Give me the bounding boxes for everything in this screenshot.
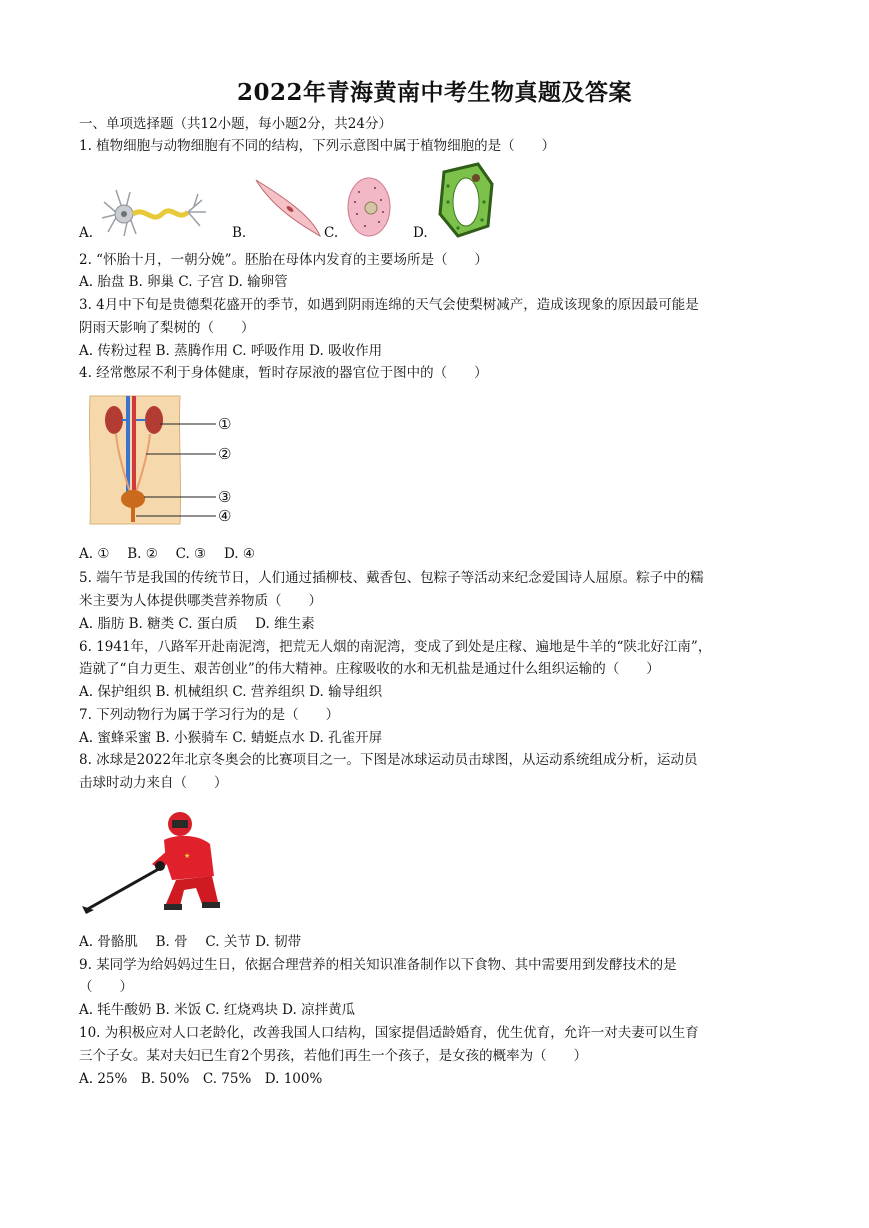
organ-label-1: ① bbox=[218, 415, 232, 433]
q7-stem: 7. 下列动物行为属于学习行为的是（ ） bbox=[79, 707, 340, 723]
q10-options: A. 25% B. 50% C. 75% D. 100% bbox=[79, 1071, 323, 1087]
animal-cell-figure bbox=[345, 176, 393, 238]
q8-stem-line-1: 8. 冰球是2022年北京冬奥会的比赛项目之一。下图是冰球运动员击球图，从运动系统组成分析，运动员 bbox=[79, 752, 698, 768]
q6-stem-line-1: 6. 1941年，八路军开赴南泥湾，把荒无人烟的南泥湾，变成了到处是庄稼、遍地是牛羊的“陕北好江南”， bbox=[79, 639, 712, 655]
q1-option-d-label: D. bbox=[413, 225, 428, 241]
q2-stem: 2. “怀胎十月，一朝分娩”。胚胎在母体内发育的主要场所是（ ） bbox=[79, 252, 488, 268]
section-heading: 一、单项选择题（共12小题，每小题2分，共24分） bbox=[79, 116, 392, 132]
q9-stem-line-1: 9. 某同学为给妈妈过生日，依据合理营养的相关知识准备制作以下食物、其中需要用到发酵技术的是 bbox=[79, 957, 677, 973]
q5-stem-line-1: 5. 端午节是我国的传统节日，人们通过插柳枝、戴香包、包粽子等活动来纪念爱国诗人屈原。粽子中的糯 bbox=[79, 570, 704, 586]
urinary-system-figure bbox=[88, 394, 248, 526]
plant-cell-figure bbox=[436, 162, 496, 238]
q1-option-b-label: B. bbox=[232, 225, 247, 241]
q9-stem-line-2: （ ） bbox=[79, 979, 133, 995]
q3-stem-line-2: 阴雨天影响了梨树的（ ） bbox=[79, 320, 255, 336]
organ-label-2: ② bbox=[218, 445, 232, 463]
neuron-cell-figure bbox=[100, 184, 210, 242]
q8-options: A. 骨骼肌 B. 骨 C. 关节 D. 韧带 bbox=[79, 934, 302, 950]
page-title: 2022年青海黄南中考生物真题及答案 bbox=[236, 79, 632, 106]
q3-stem-line-1: 3. 4月中下旬是贵德梨花盛开的季节，如遇到阴雨连绵的天气会使梨树减产，造成该现象的原因最可能是 bbox=[79, 297, 699, 313]
q3-options: A. 传粉过程 B. 蒸腾作用 C. 呼吸作用 D. 吸收作用 bbox=[79, 343, 383, 359]
q8-stem-line-2: 击球时动力来自（ ） bbox=[79, 775, 228, 791]
q1-option-c-label: C. bbox=[324, 225, 339, 241]
q6-stem-line-2: 造就了“自力更生、艰苦创业”的伟大精神。庄稼吸收的水和无机盐是通过什么组织运输的（ ） bbox=[79, 661, 660, 677]
muscle-cell-figure bbox=[252, 176, 324, 240]
q10-stem-line-2: 三个子女。某对夫妇已生育2个男孩，若他们再生一个孩子，是女孩的概率为（ ） bbox=[79, 1048, 588, 1064]
q4-options: A. ① B. ② C. ③ D. ④ bbox=[79, 546, 255, 562]
q5-stem-line-2: 米主要为人体提供哪类营养物质（ ） bbox=[79, 593, 322, 609]
q9-options: A. 牦牛酸奶 B. 米饭 C. 红烧鸡块 D. 凉拌黄瓜 bbox=[79, 1002, 356, 1018]
svg-text:★: ★ bbox=[184, 852, 191, 860]
q7-options: A. 蜜蜂采蜜 B. 小猴骑车 C. 蜻蜓点水 D. 孔雀开屏 bbox=[79, 730, 383, 746]
q1-stem: 1. 植物细胞与动物细胞有不同的结构，下列示意图中属于植物细胞的是（ ） bbox=[79, 138, 556, 154]
q1-option-a-label: A. bbox=[79, 225, 94, 241]
q6-options: A. 保护组织 B. 机械组织 C. 营养组织 D. 输导组织 bbox=[79, 684, 383, 700]
q2-options: A. 胎盘 B. 卵巢 C. 子宫 D. 输卵管 bbox=[79, 274, 288, 290]
q4-stem: 4. 经常憋尿不利于身体健康，暂时存尿液的器官位于图中的（ ） bbox=[79, 365, 488, 381]
ice-hockey-player-figure bbox=[80, 806, 230, 918]
organ-label-3: ③ bbox=[218, 488, 232, 506]
q10-stem-line-1: 10. 为积极应对人口老龄化，改善我国人口结构，国家提倡适龄婚育，优生优育，允许一对夫妻可以生育 bbox=[79, 1025, 699, 1041]
q5-options: A. 脂肪 B. 糖类 C. 蛋白质 D. 维生素 bbox=[79, 616, 315, 632]
organ-label-4: ④ bbox=[218, 507, 232, 525]
